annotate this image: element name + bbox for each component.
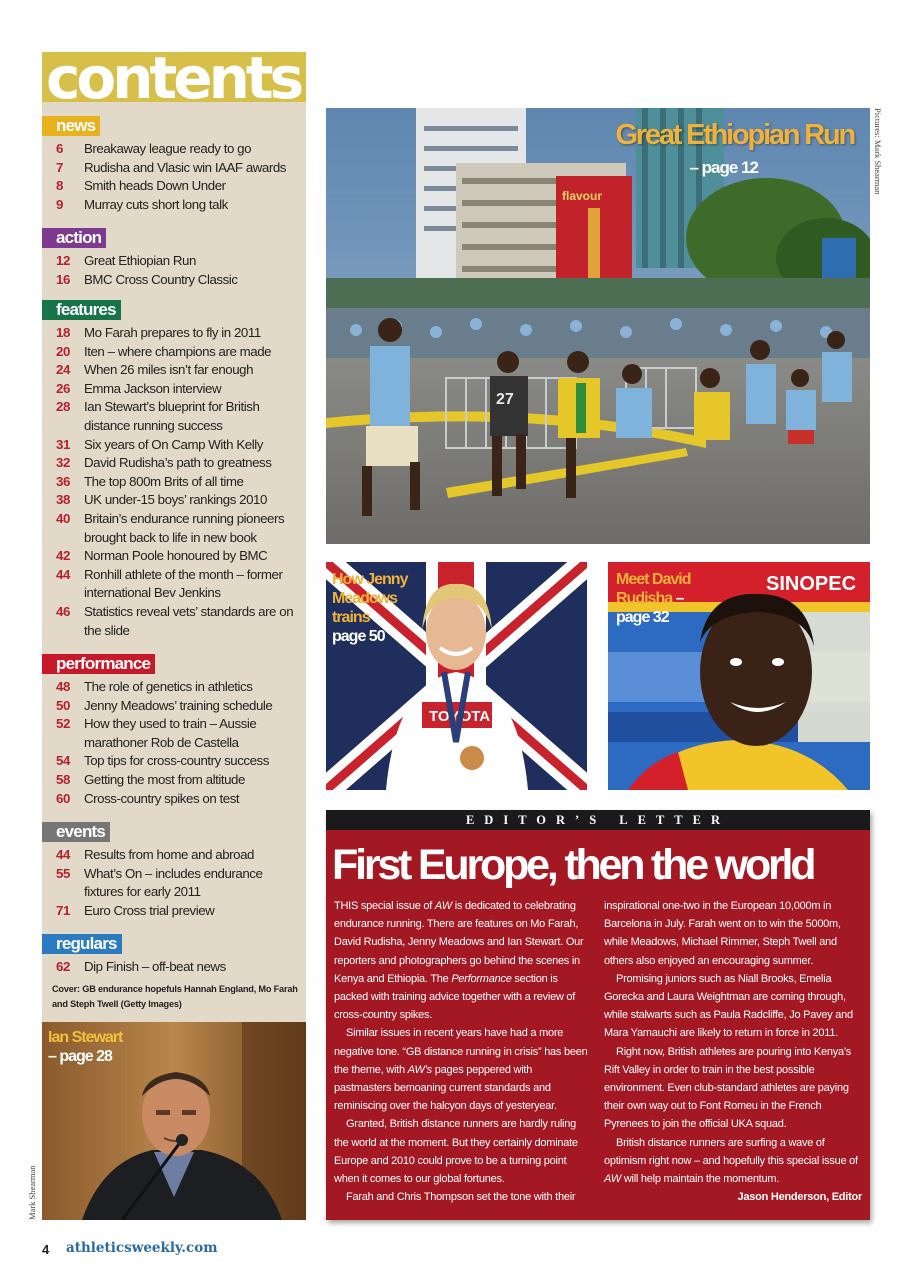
performance-list [42,678,306,808]
credit-top-right: Pictures: Mark Shearman [873,108,883,195]
contents-item-title: David Rudisha’s path to greatness [84,455,272,471]
contents-page-number: 12 [56,253,70,268]
contents-item-title: Britain’s endurance running pioneers brought back to life in new book [84,510,285,545]
rudisha-caption-line2 [616,589,683,608]
contents-page-number: 40 [56,510,70,526]
letter-paragraph [604,1043,862,1134]
contents-header [42,44,306,112]
contents-page-number: 60 [56,790,70,806]
italic-text: AW [434,900,452,912]
contents-item-title: Top tips for cross-country success [84,753,269,769]
contents-page-number: 7 [56,159,63,175]
jenny-caption-trains: trains [332,609,370,626]
contents-page-number: 28 [56,399,70,415]
jenny-caption-dash: – [369,609,381,626]
contents-item[interactable] [42,510,306,547]
contents-item[interactable] [42,436,306,455]
contents-item[interactable] [42,271,306,290]
editors-letter-headline: First Europe, then the world [332,841,814,889]
section-performance [42,654,306,808]
contents-page-number: 54 [56,753,70,769]
contents-item-title: Getting the most from altitude [84,771,245,787]
section-header-performance: performance [42,654,155,674]
text-run: is dedicated to celebrating endurance running. There are features on Mo Farah, David Rudisha, Jenny Meadows and Ian Stewart. Our reporters and photographers go behind the scenes in Kenya and Ethiopia. The [334,900,584,985]
contents-item[interactable] [42,324,306,343]
contents-item[interactable] [42,547,306,566]
contents-item[interactable] [42,491,306,510]
text-run: will help maintain the momentum. [621,1173,780,1186]
contents-item[interactable] [42,398,306,435]
jenny-meadows-photo[interactable] [326,562,587,790]
footer-site-link[interactable]: athleticsweekly.com [66,1240,218,1256]
ian-stewart-photo[interactable] [42,1022,306,1220]
contents-item[interactable] [42,177,306,196]
contents-page-number: 46 [56,603,70,619]
contents-item-title: Jenny Meadows’ training schedule [84,697,273,713]
regulars-list [42,958,306,977]
billboard-text: flavour [562,189,603,203]
david-rudisha-photo[interactable] [608,562,870,790]
contents-item[interactable] [42,361,306,380]
text-run: Right now, British athletes are pouring into Kenya’s Rift Valley in order to train in the best possible environment. Even club-standard athletes are paying their own way out to Font Romeu in the French Pyrenees to join the official UKA squad. [604,1045,852,1131]
contents-item[interactable] [42,958,306,977]
contents-item[interactable] [42,566,306,603]
text-run: pages peppered with pastmasters bemoaning current standards and reminiscing over the halcyon days of yesteryear. [334,1063,557,1113]
text-run: Promising juniors such as Niall Brooks, Emelia Gorecka and Laura Weightman are coming through, while stalwarts such as Paula Radcliffe, Jo Pavey and Mara Yamauchi are likely to return in force in 2011. [604,972,853,1040]
features-list [42,324,306,640]
section-news [42,116,306,214]
contents-item[interactable] [42,902,306,921]
contents-item-title: Six years of On Camp With Kelly [84,436,263,452]
contents-item[interactable] [42,790,306,809]
letter-paragraph [604,1134,862,1189]
contents-page-number: 20 [56,343,70,359]
contents-page-number: 18 [56,325,70,340]
jenny-caption-page[interactable]: page 50 [332,628,385,645]
contents-page-number: 58 [56,771,70,787]
contents-item-title: What’s On – includes endurance fixtures for early 2011 [84,865,263,900]
events-list [42,846,306,920]
ethiopian-run-image [326,108,870,544]
contents-item-title: Smith heads Down Under [84,178,226,194]
letter-signature: Jason Henderson, Editor [737,1191,862,1204]
editors-letter [326,810,870,1220]
jenny-caption-line2: Meadows [332,590,398,607]
contents-item[interactable] [42,454,306,473]
text-run: British distance runners are surfing a wave of optimism right now – and hopefully this special issue of [604,1136,858,1167]
text-run: THIS special issue of [334,900,435,912]
contents-page-number: 9 [56,196,63,212]
contents-item-title: Ronhill athlete of the month – former international Bev Jenkins [84,566,283,601]
contents-page-number: 71 [56,902,70,918]
contents-item[interactable] [42,865,306,902]
contents-item[interactable] [42,343,306,362]
contents-page-number: 44 [56,566,70,582]
contents-item-title: Ian Stewart’s blueprint for British distance running success [84,399,260,433]
contents-item-title: Emma Jackson interview [84,380,222,396]
contents-item-title: Rudisha and Vlasic win IAAF awards [84,159,286,175]
ian-stewart-caption-title: Ian Stewart [48,1029,123,1046]
letter-paragraph [334,897,592,1024]
contents-page-number: 24 [56,362,70,378]
contents-page-number: 6 [56,141,63,156]
contents-page-number: 62 [56,959,70,974]
section-events [42,822,306,920]
contents-item-title: Breakaway league ready to go [84,141,252,156]
editors-letter-body [334,897,862,1206]
text-run: Similar issues in recent years have had a more negative tone. “GB distance running in crisis” has been the theme, with [334,1027,588,1076]
contents-item[interactable] [42,697,306,716]
contents-item-title: Statistics reveal vets’ standards are on the slide [84,603,294,638]
contents-item-title: How they used to train – Aussie marathoner Rob de Castella [84,716,257,750]
text-run: Granted, British distance runners are hardly ruling the world at the moment. But they certainly dominate Europe and 2010 could prove to be a turning point when it comes to our global fortunes. [334,1118,578,1186]
contents-item[interactable] [42,752,306,771]
contents-item-title: Mo Farah prepares to fly in 2011 [84,325,261,340]
contents-page-number: 55 [56,865,70,881]
letter-column-1 [334,897,592,1206]
letter-paragraph [334,1115,592,1188]
text-run: section is packed with training advice together with a review of cross-country spikes. [334,972,576,1022]
contents-sidebar [42,44,306,1220]
rudisha-caption-line1: Meet David [616,571,691,588]
contents-item[interactable] [42,159,306,178]
contents-item-title: Dip Finish – off-beat news [84,959,226,974]
contents-item[interactable] [42,380,306,399]
contents-page-number: 26 [56,380,70,396]
italic-text: Performance [451,972,512,985]
contents-item[interactable] [42,473,306,492]
contents-item-title: Murray cuts short long talk [84,196,228,212]
sponsor-banner-text: SINOPEC [766,573,857,595]
section-header-regulars: regulars [42,934,122,954]
contents-item[interactable] [42,140,306,159]
italic-text: AW’s [407,1063,432,1076]
text-run: Farah and Chris Thompson set the tone with their [346,1191,576,1204]
italic-text: AW [604,1173,622,1186]
section-header-action: action [42,228,106,248]
contents-item[interactable] [42,252,306,271]
contents-page-number: 16 [56,271,70,287]
section-header-features: features [42,300,121,320]
editors-letter-band: EDITOR’S LETTER [326,810,870,830]
letter-paragraph [604,970,862,1043]
contents-title: contents [46,44,301,112]
news-list [42,140,306,214]
letter-column-2 [604,897,862,1206]
athlete-bib-text: TOYOTA [429,708,491,725]
ethiopian-run-photo[interactable] [326,108,870,544]
contents-page-number: 36 [56,473,70,489]
section-action [42,228,306,289]
contents-item-title: UK under-15 boys’ rankings 2010 [84,492,267,508]
letter-paragraph [334,1188,592,1206]
contents-item-title: Cross-country spikes on test [84,790,240,806]
ian-stewart-caption-page[interactable]: – page 28 [48,1048,112,1065]
contents-page-number: 42 [56,548,70,564]
contents-item[interactable] [42,715,306,752]
ethiopian-run-caption-title: Great Ethiopian Run [615,119,854,151]
contents-item[interactable] [42,678,306,697]
contents-item-title: When 26 miles isn’t far enough [84,362,254,378]
contents-item-title: The top 800m Brits of all time [84,473,244,489]
contents-item-title: BMC Cross Country Classic [84,271,238,287]
contents-item[interactable] [42,846,306,865]
contents-page-number: 32 [56,455,70,471]
contents-page-number: 31 [56,436,70,452]
contents-page-number: 38 [56,492,70,508]
contents-item-title: Results from home and abroad [84,847,254,862]
rudisha-caption-dash: – [672,590,684,607]
contents-page-number: 44 [56,847,70,862]
contents-item[interactable] [42,771,306,790]
contents-page-number: 50 [56,697,70,713]
ethiopian-run-caption-page[interactable]: – page 12 [689,158,758,177]
section-header-events: events [42,822,110,842]
contents-item-title: Iten – where champions are made [84,343,272,359]
contents-item-title: The role of genetics in athletics [84,679,253,694]
section-regulars [42,934,306,977]
text-run: inspirational one-two in the European 10,000m in Barcelona in July. Farah went on to win the 5000m, while Meadows, Michael Rimmer, Steph Twell and others also enjoyed an encouraging summer. [604,900,841,967]
section-features [42,300,306,640]
jenny-caption-line3 [332,608,381,627]
letter-paragraph [604,897,862,970]
contents-item[interactable] [42,196,306,215]
section-header-news: news [42,116,100,136]
cover-note: Cover: GB endurance hopefuls Hannah England, Mo Farah and Steph Twell (Getty Images) [52,984,298,1009]
contents-page-number: 48 [56,679,70,694]
contents-item-title: Euro Cross trial preview [84,902,215,918]
page-number: 4 [42,1242,50,1257]
contents-item-title: Great Ethiopian Run [84,253,196,268]
letter-paragraph [334,1024,592,1115]
action-list [42,252,306,289]
runner-shirt-number: 27 [496,391,514,408]
contents-item[interactable] [42,603,306,640]
rudisha-caption-page[interactable]: page 32 [616,609,669,626]
credit-bottom-left: Mark Shearman [27,1165,37,1220]
rudisha-caption-name: Rudisha [616,590,673,607]
contents-page-number: 52 [56,716,70,732]
contents-page-number: 8 [56,178,63,194]
jenny-caption-line1: How Jenny [332,571,408,588]
contents-item-title: Norman Poole honoured by BMC [84,548,268,564]
